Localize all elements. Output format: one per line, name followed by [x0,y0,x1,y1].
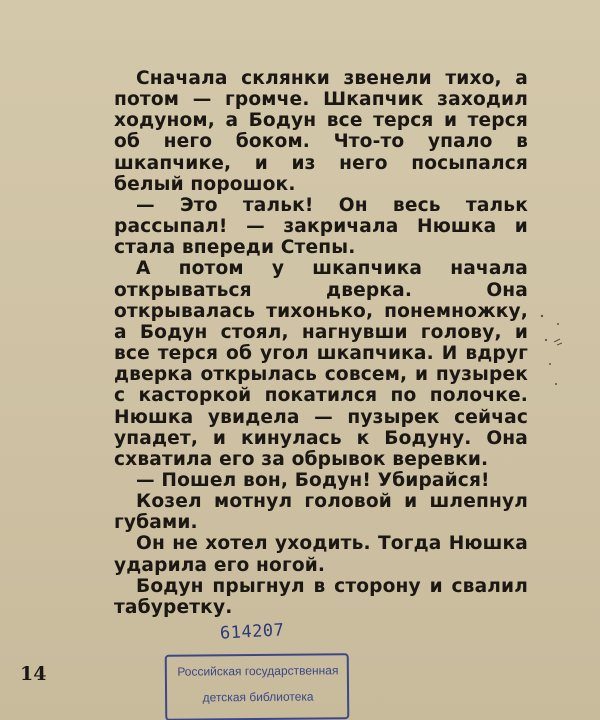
page-number: 14 [20,663,47,685]
paragraph: А потом у шкапчика начала открываться дверка. Она открывалась тихонько, понемножку, а Бодун стоял, нагнувши голову, и все терся об угол шкапчика. И вдруг дверка открылась совсем, и пузырек с касторкой покатился по полочке. Нюшка увидела — пузырек сейчас упадет, и кинулась к Бодуну. Она схватила его за обрывок веревки. [114,258,528,470]
paragraph: — Пошел вон, Бодун! Убирайся! [136,469,490,491]
stamp-line-2: детская библиотека [202,689,314,705]
ink-bleed-marks [536,312,576,412]
paragraph: Он не хотел уходить. Тогда Нюшка ударила его ногой. [114,533,528,576]
story-text [114,68,528,618]
stamp-line-1: Российская государственная [177,663,339,679]
paragraph: Бодун прыгнул в сторону и свалил табуретку. [114,575,528,618]
library-stamp [165,653,350,720]
paragraph: — Это тальк! Он весь тальк рассыпал! — закричала Нюшка и стала впереди Степы. [114,194,528,259]
inventory-number: 614207 [219,620,285,644]
paragraph: Козел мотнул головой и шлепнул губами. [114,491,528,534]
paragraph: Сначала склянки звенели тихо, а потом — громче. Шкапчик заходил ходуном, а Бодун все терся и терся об него боком. Что-то упало в шкапчике, и из него посыпался белый порошок. [114,68,528,195]
